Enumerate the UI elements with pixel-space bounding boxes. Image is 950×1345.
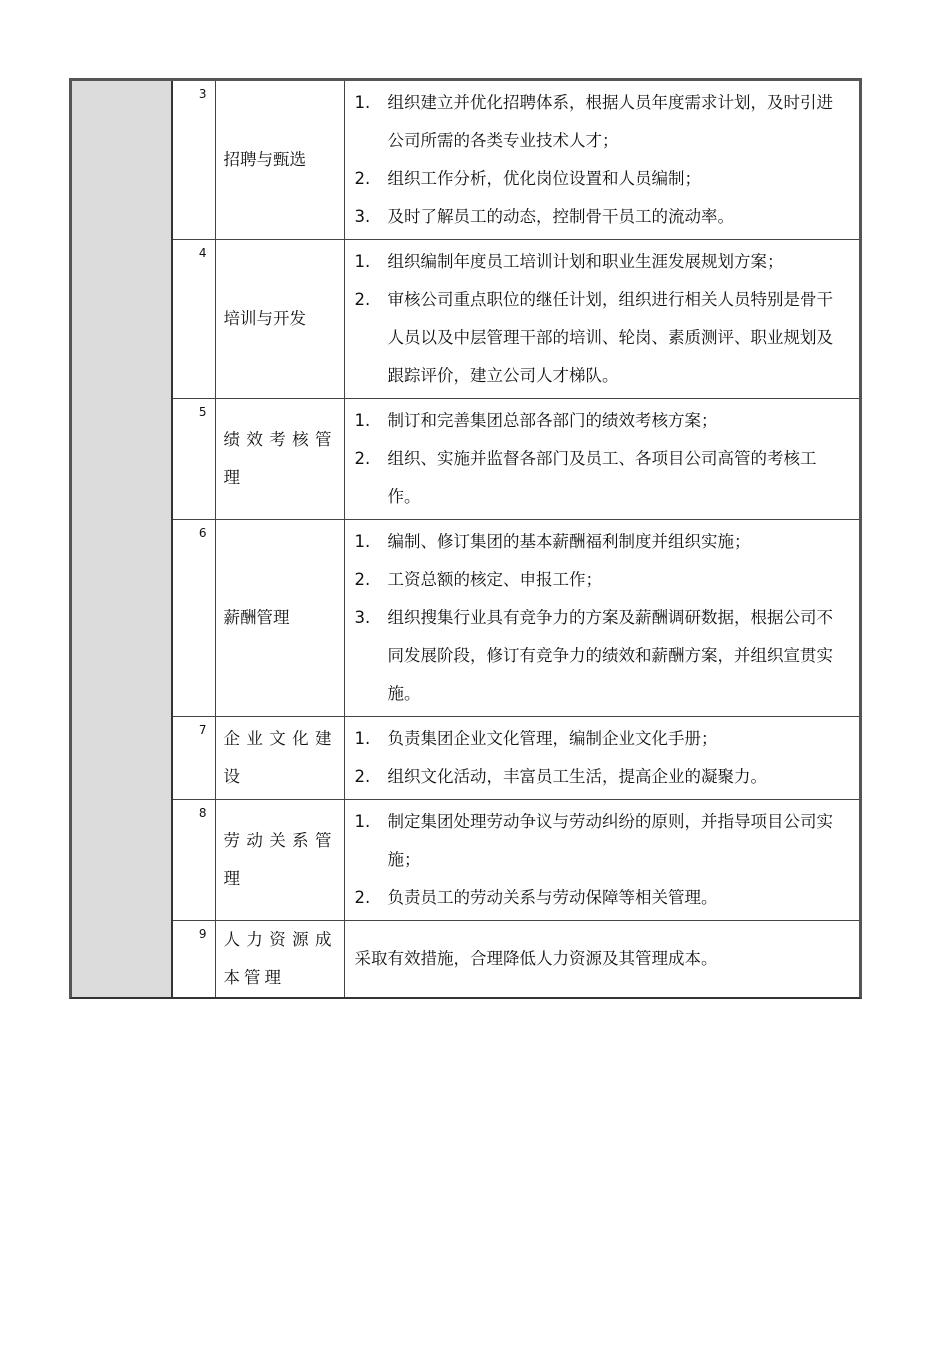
item-number: 1. (354, 93, 371, 112)
item-text: 及时了解员工的动态，控制骨干员工的流动率。 (387, 207, 734, 226)
responsibility-table (69, 78, 862, 999)
duty-name: 人力资源成本管理 (215, 921, 344, 998)
table-row (72, 81, 859, 240)
duty-description (344, 399, 859, 520)
table-row (72, 399, 859, 520)
duty-name: 培训与开发 (215, 240, 344, 399)
item-number: 2. (354, 290, 371, 309)
list-item (355, 198, 848, 236)
item-text: 组织工作分析，优化岗位设置和人员编制； (387, 169, 701, 188)
table-row (72, 520, 859, 717)
duty-description (344, 520, 859, 717)
item-text: 组织搜集行业具有竞争力的方案及薪酬调研数据，根据公司不同发展阶段，修订有竞争力的绩效和薪酬方案，并组织宣贯实施。 (387, 608, 833, 703)
row-number: 4 (172, 240, 215, 399)
row-number: 7 (172, 717, 215, 800)
item-number: 1. (354, 729, 371, 748)
list-item (355, 402, 848, 440)
duty-description (344, 800, 859, 921)
item-text: 组织建立并优化招聘体系，根据人员年度需求计划，及时引进公司所需的各类专业技术人才； (387, 93, 833, 150)
list-item (355, 281, 848, 395)
table-row (72, 800, 859, 921)
item-number: 3. (354, 207, 371, 226)
item-number: 3. (354, 608, 371, 627)
duty-description (344, 717, 859, 800)
item-text: 负责集团企业文化管理，编制企业文化手册； (387, 729, 718, 748)
item-text: 组织、实施并监督各部门及员工、各项目公司高管的考核工作。 (387, 449, 817, 506)
category-cell (72, 81, 172, 997)
item-number: 2. (354, 449, 371, 468)
list-item (355, 243, 848, 281)
item-number: 1. (354, 252, 371, 271)
duty-name: 绩效考核管理 (215, 399, 344, 520)
table-row (72, 717, 859, 800)
duty-description (344, 240, 859, 399)
list-item (355, 523, 848, 561)
item-text: 审核公司重点职位的继任计划，组织进行相关人员特别是骨干人员以及中层管理干部的培训、轮岗、素质测评、职业规划及跟踪评价，建立公司人才梯队。 (387, 290, 833, 385)
list-item (355, 720, 848, 758)
list-item (355, 879, 848, 917)
list-item (355, 84, 848, 160)
list-item (355, 160, 848, 198)
duty-name: 劳动关系管理 (215, 800, 344, 921)
item-number: 1. (354, 812, 371, 831)
row-number: 9 (172, 921, 215, 998)
list-item (355, 440, 848, 516)
duty-description (344, 921, 859, 998)
table-row (72, 240, 859, 399)
item-text: 组织编制年度员工培训计划和职业生涯发展规划方案； (387, 252, 784, 271)
list-item (355, 561, 848, 599)
duty-name: 企业文化建设 (215, 717, 344, 800)
item-text: 组织文化活动，丰富员工生活，提高企业的凝聚力。 (387, 767, 767, 786)
item-text: 制定集团处理劳动争议与劳动纠纷的原则，并指导项目公司实施； (387, 812, 833, 869)
duty-description (344, 81, 859, 240)
row-number: 3 (172, 81, 215, 240)
list-item (355, 803, 848, 879)
item-number: 2. (354, 570, 371, 589)
list-item (355, 599, 848, 713)
item-number: 1. (354, 532, 371, 551)
item-number: 2. (354, 888, 371, 907)
item-text: 编制、修订集团的基本薪酬福利制度并组织实施； (387, 532, 751, 551)
item-number: 2. (354, 767, 371, 786)
row-number: 5 (172, 399, 215, 520)
item-text: 负责员工的劳动关系与劳动保障等相关管理。 (387, 888, 718, 907)
list-item (355, 758, 848, 796)
item-number: 1. (354, 411, 371, 430)
row-number: 8 (172, 800, 215, 921)
row-number: 6 (172, 520, 215, 717)
duty-name: 招聘与甄选 (215, 81, 344, 240)
item-text: 制订和完善集团总部各部门的绩效考核方案； (387, 411, 718, 430)
plain-text: 采取有效措施，合理降低人力资源及其管理成本。 (354, 949, 718, 968)
duty-name: 薪酬管理 (215, 520, 344, 717)
table-row (72, 921, 859, 998)
item-number: 2. (354, 169, 371, 188)
item-text: 工资总额的核定、申报工作； (387, 570, 602, 589)
